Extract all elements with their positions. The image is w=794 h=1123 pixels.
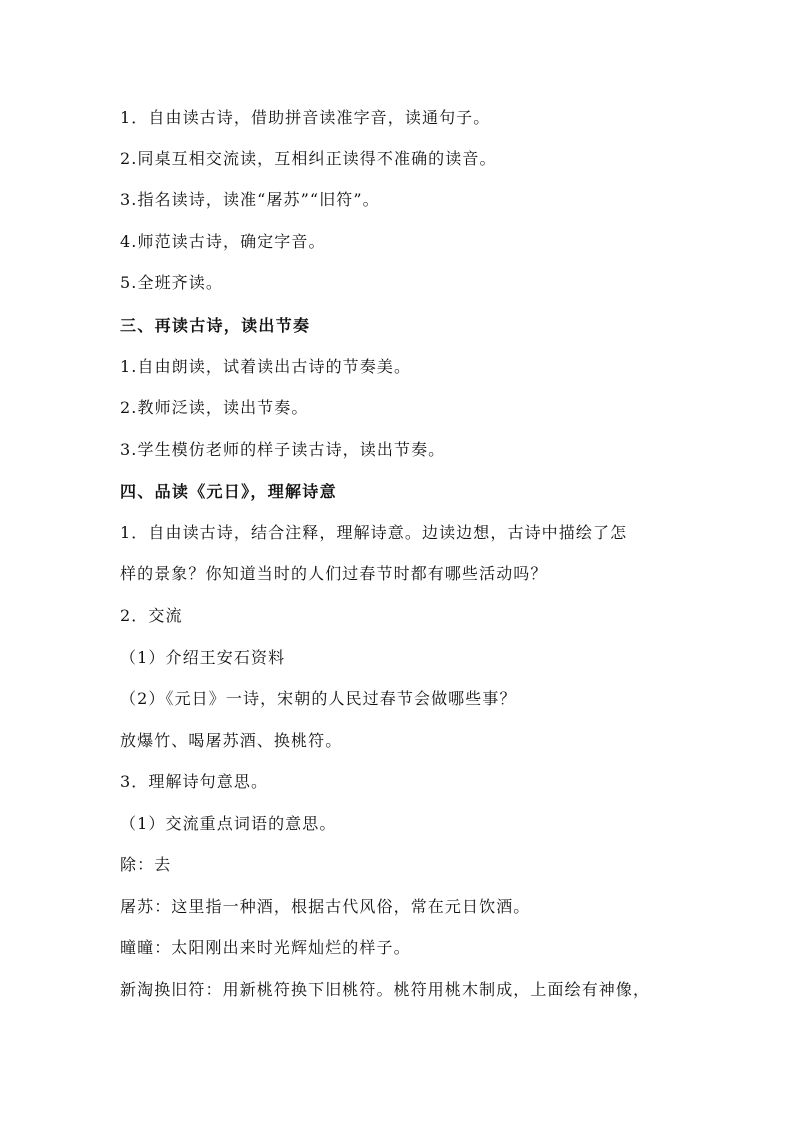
paragraph-introduce: （1）介绍王安石资料	[120, 648, 286, 667]
definition-tusu: 屠苏：这里指一种酒，根据古代风俗，常在元日饮酒。	[120, 897, 531, 916]
paragraph-step-5: 5.全班齐读。	[120, 273, 223, 292]
definition-taofu: 新淘换旧符：用新桃符换下旧桃符。桃符用桃木制成，上面绘有神像，	[120, 980, 651, 999]
definition-tongtong: 曈曈：太阳刚出来时光辉灿烂的样子。	[120, 938, 411, 957]
paragraph-rhythm-3: 3.学生模仿老师的样子读古诗，读出节奏。	[120, 440, 446, 459]
paragraph-rhythm-1: 1.自由朗读，试着读出古诗的节奏美。	[120, 357, 412, 376]
paragraph-step-1: 1．自由读古诗，借助拼音读准字音，读通句子。	[120, 108, 491, 127]
paragraph-rhythm-2: 2.教师泛读，读出节奏。	[120, 398, 309, 417]
paragraph-understand: 3．理解诗句意思。	[120, 772, 269, 791]
paragraph-exchange: 2．交流	[120, 606, 183, 625]
paragraph-question: （2）《元日》一诗，宋朝的人民过春节会做哪些事？	[120, 689, 517, 708]
paragraph-meaning-1a: 1．自由读古诗，结合注释，理解诗意。边读边想，古诗中描绘了怎	[120, 523, 628, 542]
paragraph-step-2: 2.同桌互相交流读，互相纠正读得不准确的读音。	[120, 149, 497, 168]
section-heading-three: 三、再读古诗，读出节奏	[120, 316, 311, 335]
paragraph-meaning-1b: 样的景象？你知道当时的人们过春节时都有哪些活动吗？	[120, 564, 548, 583]
paragraph-step-3: 3.指名读诗，读准“屠苏”“旧符”。	[120, 190, 380, 209]
section-heading-four: 四、品读《元日》，理解诗意	[120, 482, 337, 501]
definition-chu: 除：去	[120, 855, 172, 874]
paragraph-step-4: 4.师范读古诗，确定字音。	[120, 232, 326, 251]
paragraph-key-words: （1）交流重点词语的意思。	[120, 814, 337, 833]
paragraph-activities: 放爆竹、喝屠苏酒、换桃符。	[120, 731, 343, 750]
